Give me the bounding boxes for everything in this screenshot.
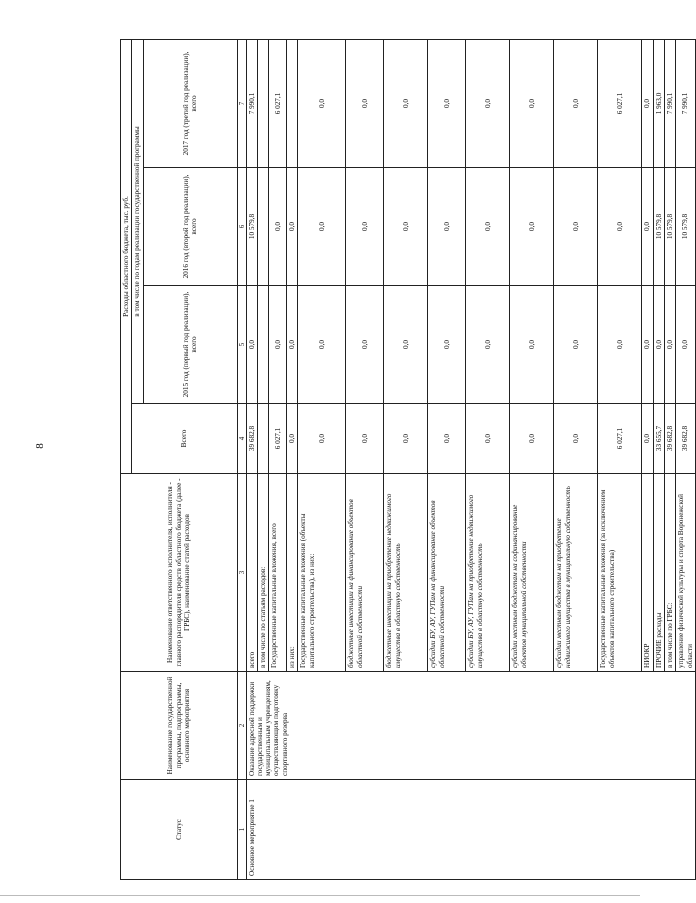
row-label: Государственные капитальные вложения (за исключением объектов капитального строительства) <box>598 474 642 672</box>
row-label: в том числе по ГРБС: <box>665 474 676 672</box>
row-2017: 0,0 <box>642 39 653 167</box>
row-label: управление физической культуры и спорта Воронежской области <box>676 474 696 672</box>
row-2017: 0,0 <box>510 39 554 167</box>
table-row <box>246 39 257 879</box>
row-2015: 0,0 <box>428 286 466 404</box>
header-status: Статус <box>121 780 238 880</box>
row-2016: 10 579,8 <box>653 168 664 286</box>
row-total: 0,0 <box>346 404 384 474</box>
row-2017: 0,0 <box>428 39 466 167</box>
row-2016 <box>257 168 268 286</box>
row-2017: 0,0 <box>346 39 384 167</box>
row-2015: 0,0 <box>676 286 696 404</box>
header-name: Наименование государственной программы, подпрограммы, основного мероприятия <box>121 672 238 780</box>
row-2016: 0,0 <box>346 168 384 286</box>
row-total: 39 682,8 <box>665 404 676 474</box>
row-total: 0,0 <box>466 404 510 474</box>
row-total: 33 655,7 <box>653 404 664 474</box>
row-label: ПРОЧИЕ расходы <box>653 474 664 672</box>
row-2016: 0,0 <box>510 168 554 286</box>
program-name-cell: Оказание адресной поддержки государственным и муниципальным учреждениям, осуществляющим подготовку спортивного резерва <box>246 672 695 780</box>
row-total: 0,0 <box>384 404 428 474</box>
row-2016: 10 579,8 <box>246 168 257 286</box>
row-2017: 7 990,1 <box>665 39 676 167</box>
row-label: всего <box>246 474 257 672</box>
row-2017: 7 990,1 <box>246 39 257 167</box>
row-2017: 0,0 <box>554 39 598 167</box>
col-index-4: 4 <box>237 404 246 474</box>
row-total: 39 682,8 <box>246 404 257 474</box>
row-2016: 0,0 <box>428 168 466 286</box>
col-index-6: 6 <box>237 168 246 286</box>
budget-table-rotated <box>120 40 694 880</box>
row-2017 <box>287 39 298 167</box>
row-2016: 0,0 <box>298 168 346 286</box>
header-by-years: в том числе по годам реализации государственной программы <box>132 39 143 403</box>
page-number: 8 <box>34 443 46 449</box>
row-2015: 0,0 <box>298 286 346 404</box>
row-2015: 0,0 <box>642 286 653 404</box>
row-2017: 1 963,0 <box>653 39 664 167</box>
header-2015: 2015 год (первый год реализации), всего <box>143 286 237 404</box>
col-index-7: 7 <box>237 39 246 167</box>
row-total: 6 027,1 <box>598 404 642 474</box>
row-2015: 0,0 <box>510 286 554 404</box>
row-total: 0,0 <box>510 404 554 474</box>
row-2015: 0,0 <box>269 286 287 404</box>
col-index-3: 3 <box>237 474 246 672</box>
row-2016: 0,0 <box>384 168 428 286</box>
row-total: 0,0 <box>554 404 598 474</box>
row-2017: 6 027,1 <box>269 39 287 167</box>
row-2016: 10 579,8 <box>665 168 676 286</box>
row-2016: 0,0 <box>554 168 598 286</box>
row-label: Государственные капитальные вложения (объекты капитального строительства), из них: <box>298 474 346 672</box>
row-2015: 0,0 <box>246 286 257 404</box>
row-label: НИОКР <box>642 474 653 672</box>
row-2015: 0,0 <box>554 286 598 404</box>
row-label: субсидии местным бюджетам на софинансирование объектов муниципальной собственности <box>510 474 554 672</box>
row-2016: 0,0 <box>269 168 287 286</box>
row-label: субсидии БУ, АУ, ГУПам на приобретение недвижимого имущества в областную собственность <box>466 474 510 672</box>
header-executor: Наименование ответственного исполнителя, исполнителя - главного распорядителя средств областного бюджета (далее - ГРБС), наименование статей расходов <box>121 474 238 672</box>
row-2016: 10 579,8 <box>676 168 696 286</box>
row-2016: 0,0 <box>466 168 510 286</box>
row-label: в том числе по статьям расходов: <box>257 474 268 672</box>
col-index-5: 5 <box>237 286 246 404</box>
row-total: 0,0 <box>298 404 346 474</box>
row-2015: 0,0 <box>346 286 384 404</box>
row-2015: 0,0 <box>598 286 642 404</box>
row-2017: 0,0 <box>466 39 510 167</box>
row-2015: 0,0 <box>466 286 510 404</box>
col-index-2: 2 <box>237 672 246 780</box>
row-2015: 0,0 <box>287 286 298 404</box>
row-2017 <box>257 39 268 167</box>
row-2015: 0,0 <box>653 286 664 404</box>
row-label: Государственные капитальные вложения, всего <box>269 474 287 672</box>
row-2017: 0,0 <box>298 39 346 167</box>
row-2015: 0,0 <box>665 286 676 404</box>
row-label: субсидии местным бюджетам на приобретение недвижимого имущества в муниципальную собственность <box>554 474 598 672</box>
row-2016: 0,0 <box>598 168 642 286</box>
row-2017: 0,0 <box>384 39 428 167</box>
row-2016: 0,0 <box>642 168 653 286</box>
row-2016: 0,0 <box>287 168 298 286</box>
row-label: субсидии БУ, АУ, ГУПам на финансирование объектов областной собственности <box>428 474 466 672</box>
row-total: 0,0 <box>642 404 653 474</box>
row-total: 0,0 <box>287 404 298 474</box>
row-total: 0,0 <box>428 404 466 474</box>
row-total: 39 682,8 <box>676 404 696 474</box>
row-label: бюджетные инвестиции на финансирование объектов областной собственности <box>346 474 384 672</box>
col-index-1: 1 <box>237 780 246 880</box>
column-index-row <box>237 39 246 879</box>
row-2015: 0,0 <box>384 286 428 404</box>
row-label: бюджетные инвестиции на приобретение недвижимого имущества в областную собственность <box>384 474 428 672</box>
row-total: 6 027,1 <box>269 404 287 474</box>
status-cell: Основное мероприятие 1 <box>246 780 695 880</box>
row-2017: 6 027,1 <box>598 39 642 167</box>
row-2017: 7 990,1 <box>676 39 696 167</box>
budget-table <box>120 39 696 880</box>
header-total: Всего <box>132 404 237 474</box>
row-total <box>257 404 268 474</box>
row-2015 <box>257 286 268 404</box>
row-label: из них: <box>287 474 298 672</box>
header-expenses: Расходы областного бюджета, тыс. руб. <box>121 39 132 473</box>
page-bottom-divider <box>0 895 640 896</box>
header-2017: 2017 год (третий год реализации), всего <box>143 39 237 167</box>
header-2016: 2016 год (второй год реализации), всего <box>143 168 237 286</box>
